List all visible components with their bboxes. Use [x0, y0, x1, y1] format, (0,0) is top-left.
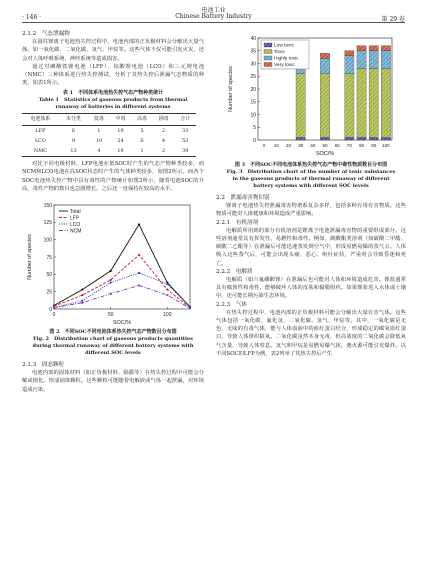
bar-segment-toxic: [345, 74, 354, 138]
section-2-2-1-title: 2.2.1 有机溶剂: [216, 219, 259, 226]
table-cell: 5: [140, 127, 144, 134]
paragraph: 锂离子电池热失控泄漏毒害物谱系复杂多样，包括多种有毒有害物质。这些物质可能对人体健康和环境造成严重影响。: [216, 203, 406, 218]
section-2-2-title: 2.2 泄漏毒害物识别: [216, 195, 270, 201]
data-point: [138, 254, 140, 256]
table-row: [22, 146, 196, 157]
table-header: 中毒: [115, 116, 126, 123]
paragraph: 在热失控过程中，电池内部的正负极材料可能会分解出大量有害气体。这些气体包括一氧化碳、氟化氢、二氧化碳、氢气、甲烷等。其中，一氧化碳是无色、无味的有毒气体，能与人体血液中的血红蛋白结合，形成稳定的碳氧血红蛋白，导致人体组织缺氧。二氧化碳虽然本身无毒，但高浓度的二氧化碳会降低氧气含量，导致人体窒息。氢气和甲烷是易燃易爆气体，遇火源可能引发爆炸。以不同SOC的LFP为例，表2列举了其热失控后产生: [216, 309, 406, 357]
bar-segment-toxic: [381, 69, 390, 138]
x-tick-label: 50: [107, 312, 114, 319]
y-tick-label: 75: [46, 254, 52, 261]
section-2-1-2-title: 2.1.2 气态泄漏物: [22, 31, 70, 37]
table-row: [22, 136, 196, 146]
data-point: [110, 293, 112, 295]
bar-segment-highly-toxic: [381, 51, 390, 69]
data-point: [53, 307, 55, 309]
figure-caption-en: Fig. 2 Distribution chart of gaseous products quantities: [33, 336, 193, 343]
legend-swatch: [264, 63, 272, 67]
bar-segment-low-toxic: [369, 137, 378, 140]
bar-segment-low-toxic: [320, 137, 329, 140]
y-tick-label: 10: [250, 112, 256, 119]
x-axis-label: SOC/%: [112, 320, 132, 327]
legend-swatch: [264, 56, 272, 60]
data-point: [166, 283, 168, 285]
y-tick-label: 150: [43, 202, 52, 209]
y-axis-label: Number of species: [27, 234, 33, 280]
table-header: 合计: [180, 116, 191, 123]
x-tick-label: 40: [310, 143, 316, 148]
section-2-2-3-title: 2.2.3 气体: [216, 301, 248, 308]
table-caption-en: runaway of batteries in different systems: [55, 104, 171, 111]
figure-3-caption: [216, 162, 406, 190]
bar-segment-very-toxic: [369, 46, 378, 51]
table-header: 剧毒: [158, 116, 169, 123]
table-cell: 9: [71, 137, 76, 144]
table-cell: 2: [162, 127, 166, 134]
table-row: [22, 125, 196, 136]
table-header: 电池体系: [30, 116, 51, 123]
table-caption-cn: 表 1 不同体系电池热失控气态产物种类统计: [62, 90, 164, 97]
bar-segment-low-toxic: [296, 137, 305, 140]
table-caption-en: Table 1 Statistics of gaseous products from thermal: [38, 97, 188, 104]
figure-3-stacked-bar-chart: [216, 30, 406, 162]
bar-segment-highly-toxic: [345, 56, 354, 74]
table-cell: 6: [140, 137, 144, 144]
series-line-lfp: [54, 255, 190, 308]
data-point: [81, 294, 83, 296]
legend-swatch: [264, 50, 272, 54]
bar-segment-very-toxic: [320, 53, 329, 58]
x-tick-label: 100: [163, 312, 172, 319]
bar-segment-very-toxic: [381, 46, 390, 51]
bar-segment-toxic: [320, 74, 329, 138]
legend-swatch: [264, 43, 272, 47]
bar-segment-highly-toxic: [357, 51, 366, 69]
table-cell: LFP: [35, 127, 46, 134]
y-tick-label: 40: [250, 35, 256, 42]
y-tick-label: 0: [253, 137, 256, 144]
table-cell: 4: [162, 137, 166, 144]
y-tick-label: 25: [250, 74, 256, 81]
figure-caption-en: during thermal runaway of different battery systems with: [32, 343, 194, 350]
figure-2-caption: [22, 329, 204, 357]
table-cell: 13: [70, 148, 77, 155]
table-cell: 6: [71, 127, 76, 134]
legend-label: Low toxic: [274, 43, 294, 49]
data-point: [110, 270, 112, 272]
x-tick-label: 0: [52, 312, 56, 319]
bar-segment-very-toxic: [345, 51, 354, 56]
table-cell: 1: [97, 127, 101, 134]
data-point: [110, 282, 112, 284]
running-header: [0, 0, 427, 24]
y-tick-label: 50: [46, 272, 52, 279]
figure-caption-en: Fig. 3 Distribution chart of the number of toxic substances: [226, 169, 396, 175]
bar-segment-low-toxic: [357, 137, 366, 140]
table-header: 低毒: [93, 116, 104, 123]
data-point: [166, 289, 168, 291]
legend-label: Very toxic: [274, 63, 295, 69]
paragraph: 在圆柱锂离子电池热失控过程中，电池内部的正负极材料会分解出大量气体，如一氧化碳、二氧化碳、氢气、甲烷等。这些气体不仅可能引发火灾，还会对人体呼吸系统、神经系统等造成损害。: [22, 39, 204, 62]
section-2-2-2-title: 2.2.2 电解质: [216, 268, 253, 275]
figure-2-line-chart: [22, 197, 204, 329]
paragraph: 电解质（如六氟磷酸锂）在泄漏后也可能对人体和环境造成危害。锂盐通常具有腐蚀性和毒性，能够破坏人体的皮肤和黏膜组织。如果锂盐进入水体或土壤中，还可能长期污染生态环境。: [216, 277, 406, 300]
journal-title-en: Chinese Battery Industry: [175, 13, 252, 20]
table-header: 未分类: [66, 116, 81, 123]
bar-segment-low-toxic: [381, 137, 390, 140]
figure-caption-en: battery systems with different SOC levels: [253, 183, 369, 189]
x-tick-label: 90: [371, 143, 377, 148]
table-cell: LCO: [34, 137, 46, 144]
x-tick-label: 50: [322, 143, 328, 148]
bar-segment-very-toxic: [357, 46, 366, 51]
data-point: [81, 300, 83, 302]
table-cell: 33: [182, 127, 189, 134]
table-header: 高毒: [137, 116, 147, 123]
paragraph: 对比不同电极材料，LFP电池在低SOC时产生的气态产物种类较多，而NCM和LCO电池在高SOC状态时产生的气体种类较多，如图2所示。而各个SOC电池热失控产物中具有毒性的产物统计如图3所示，随着电池SOC的升高，毒性产物的数目也急剧增长，之后还一直保持在较高的水平。: [22, 161, 204, 192]
table-cell: 39: [182, 148, 189, 155]
y-tick-label: 0: [49, 306, 52, 313]
bar-segment-toxic: [357, 69, 366, 138]
table-cell: 4: [97, 148, 101, 155]
legend-label: NCM: [70, 228, 82, 235]
table-cell: 24: [117, 137, 124, 144]
table-cell: 19: [117, 127, 124, 134]
y-tick-label: 20: [250, 86, 256, 93]
paragraph: 通过对磷酸铁锂电池（LFP）、钴酸锂电池（LCO）和三元锂电池（NMC）三种体系进行热失控测试，分析了其热失控后泄漏气态物质的种类，如表1所示。: [22, 63, 204, 87]
legend-label: Total: [70, 208, 81, 215]
figure-caption-en: in the gaseous products of thermal runaway of different: [232, 176, 390, 182]
bar-segment-toxic: [296, 74, 305, 138]
x-tick-label: 0: [262, 143, 266, 148]
x-tick-label: 100: [382, 143, 390, 148]
paragraph: 电池内部的固体材料（如正负极材料、隔膜等）在热失控过程中可能会分解或熔化，形成固体颗粒。这些颗粒可能随着电解液或气体一起泄漏，对环境造成污染。: [22, 370, 204, 393]
section-2-1-3-title: 2.1.3 固态颗粒: [22, 362, 65, 369]
data-point: [166, 294, 168, 296]
header-rule: [22, 22, 405, 23]
journal-title-cn: 电池工业: [201, 7, 226, 14]
figure-caption-en: different SOC levels: [85, 350, 141, 357]
legend-label: Highly toxic: [274, 56, 299, 62]
series-line-ncm: [54, 285, 190, 308]
legend-label: Toxic: [274, 50, 285, 56]
table-1-caption: [22, 90, 204, 111]
bar-segment-toxic: [369, 69, 378, 138]
figure-caption-cn: 图 3 不同SOC不同电池体系热失控气态产物中毒性物质数目分布图: [234, 162, 388, 168]
x-axis-label: SOC/%: [315, 151, 335, 157]
table-cell: 2: [162, 148, 166, 155]
bar-segment-highly-toxic: [369, 51, 378, 69]
data-point: [81, 302, 83, 304]
x-tick-label: 20: [285, 143, 292, 148]
series-line-total: [54, 221, 190, 307]
legend-label: LCO: [70, 221, 81, 228]
table-cell: 10: [95, 137, 102, 144]
volume-number: 第 29 卷: [381, 16, 405, 23]
left-column: [22, 30, 204, 394]
table-cell: 53: [182, 137, 189, 144]
x-tick-label: 30: [298, 143, 304, 148]
y-tick-label: 15: [250, 99, 256, 106]
paragraph: 电解质所用到的部分有机溶剂是锂离子电池泄漏毒害物的重要组成部分。这些溶剂通常具有挥发性、易燃性和毒性。例如，碳酸酯类溶剂（如碳酸二甲酯、碳酸二乙酯等）在泄漏后可能迅速蒸发到空气中，形成易燃易爆的蒸气云。人体吸入这些蒸气后，可能会出现头痛、恶心、呕吐症状，严重时会导致昏迷和死亡。: [216, 227, 406, 267]
y-tick-label: 35: [250, 48, 256, 55]
figure-caption-cn: 图 2 不同SOC不同电池体系热失控气态产物数目分布图: [49, 329, 177, 336]
x-tick-label: 70: [346, 143, 352, 148]
y-tick-label: 100: [43, 237, 52, 244]
table-cell: 1: [140, 148, 144, 155]
y-tick-label: 30: [250, 61, 256, 68]
x-tick-label: 80: [358, 143, 365, 148]
y-axis-label: Number of species: [228, 66, 234, 112]
data-point: [110, 279, 112, 281]
y-tick-label: 25: [46, 289, 52, 296]
x-tick-label: 10: [273, 143, 279, 148]
data-point: [138, 223, 140, 225]
bar-segment-low-toxic: [345, 137, 354, 140]
y-tick-label: 125: [43, 220, 52, 227]
x-tick-label: 60: [334, 143, 340, 148]
page-number: · 146 ·: [22, 14, 42, 21]
y-tick-label: 5: [253, 125, 256, 132]
right-column: [216, 30, 406, 358]
bar-segment-highly-toxic: [320, 58, 329, 73]
table-cell: 19: [117, 148, 124, 155]
legend-label: LFP: [70, 215, 80, 222]
table-cell: NMC: [33, 148, 47, 155]
data-point: [138, 284, 140, 286]
data-point: [81, 289, 83, 291]
table-1: [22, 113, 196, 157]
data-point: [189, 307, 191, 309]
data-point: [138, 272, 140, 274]
